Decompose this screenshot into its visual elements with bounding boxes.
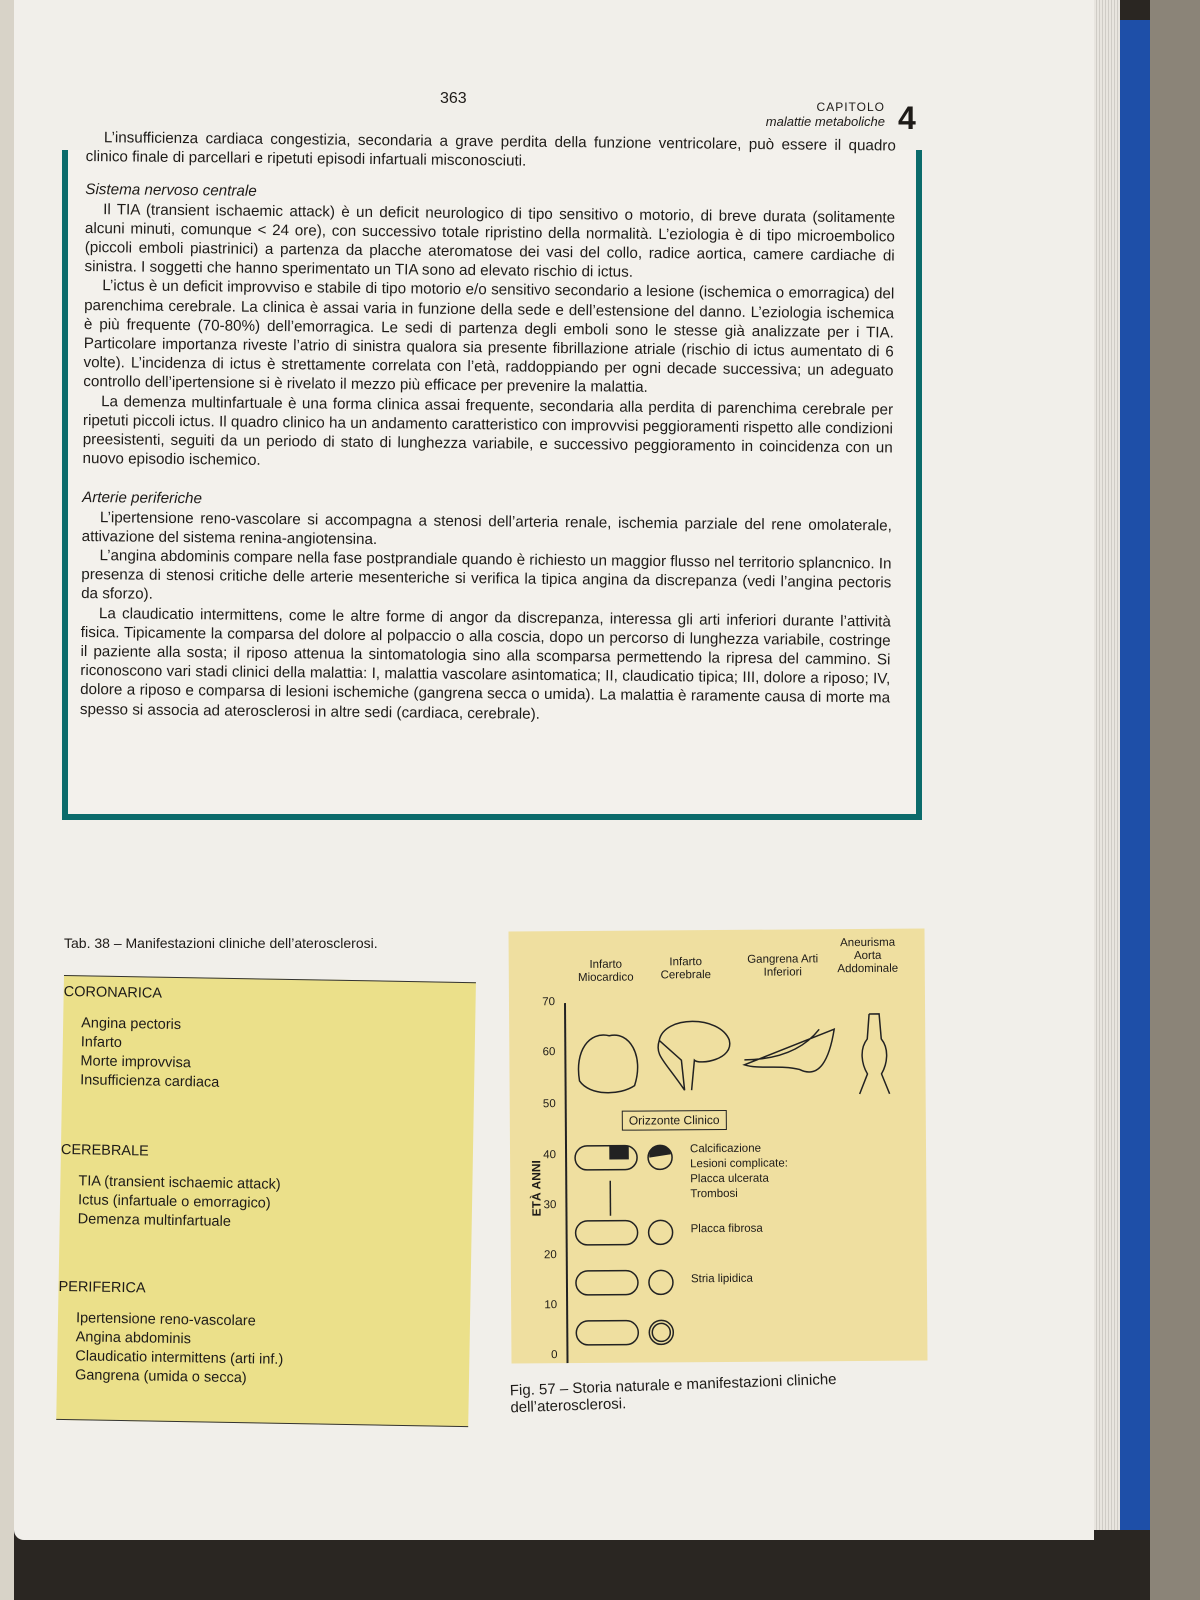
table-item: TIA (transient ischaemic attack) — [78, 1173, 281, 1193]
table-item: Gangrena (umida o secca) — [74, 1367, 247, 1387]
aorta-icon — [859, 1014, 890, 1094]
artery-fibrous-plaque-icon — [576, 1220, 673, 1245]
table-section — [62, 984, 476, 1097]
organ-illustrations — [569, 1009, 920, 1101]
atherosclerosis-figure — [508, 929, 927, 1364]
column-label: Gangrena Arti Inferiori — [747, 953, 819, 979]
foot-icon — [744, 1029, 834, 1072]
page-number: 363 — [440, 90, 467, 107]
page-stack-edge — [1094, 0, 1120, 1530]
stage-label: Stria lipidica — [690, 1272, 753, 1286]
chapter-header — [740, 100, 885, 129]
facing-page-edge — [0, 0, 14, 1600]
table-item: Ictus (infartuale o emorragico) — [77, 1192, 271, 1212]
column-label: Aneurisma Aorta Addominale — [837, 936, 899, 976]
paragraph: Il TIA (transient ischaemic attack) è un deficit neurologico di tipo sensitivo o motorio, di breve durata (solitamente alcuni minuti, comunque < 24 ore), con successivo totale ripristino della normalità. L’eziologia è di tipo microembolico (piccoli emboli piastrinici) a partenza da placche ateromatose dei vasi del collo, radice aortica, camere cardiache di sinistra. I soggetti che hanno sperimentato un TIA sono ad elevato rischio di ictus. — [84, 200, 896, 281]
table-item: Claudicatio intermittens (arti inf.) — [75, 1348, 284, 1368]
section-heading: Sistema nervoso centrale — [85, 181, 257, 201]
brain-icon — [658, 1021, 730, 1090]
y-tick: 10 — [544, 1299, 558, 1312]
table-item: Infarto — [80, 1034, 123, 1052]
artery-normal-icon — [576, 1320, 673, 1345]
column-label: Infarto Cerebrale — [660, 956, 712, 982]
y-axis-label: ETÀ ANNI — [529, 1160, 544, 1217]
paragraph: L’angina abdominis compare nella fase postprandiale quando è richiesto un maggior flusso nel territorio splancnico. In presenza di stenosi critiche delle arterie mesenteriche si verifica la tipica angina da discrepanza (vedi l’angina pectoris da sforzo). — [81, 547, 892, 604]
table-item: Insufficienza cardiaca — [80, 1072, 220, 1091]
boxed-text — [80, 128, 896, 727]
paragraph: L’ictus è un deficit improvviso e stabile di tipo motorio e/o sensitivo secondario a lesione (ischemica o emorragica) del parenchima cerebrale. La clinica è assai varia in funzione della sede e dell’estensione del danno. L’eziologia ischemica è più frequente (70-80%) dell’emorragica. Le sedi di partenza degli emboli sono le stesse già analizzate per i TIA. Particolare importanza riveste l’atrio di sinistra qualora sia presente fibrillazione atriale (rischio di ictus aumentato di 6 volte). L’incidenza di ictus è strettamente correlata con l’età, raddoppiando per ogni decade successiva; un adeguato controllo dell’ipertensione si è rivelato il mezzo più efficace per prevenire la malattia. — [83, 277, 895, 397]
clinical-horizon-label: Orizzonte Clinico — [622, 1110, 727, 1131]
y-tick: 30 — [543, 1199, 557, 1212]
paragraph: La claudicatio intermittens, come le altre forme di angor da discrepanza, interessa gli arti inferiori durante l’attività fisica. Tipicamente la comparsa del dolore al polpaccio o alla coscia, dopo un percorso di lunghezza variabile, costringe il paziente alla sosta; il riposo attenua la sintomatologia sino alla scomparsa permettendo la ripresa del cammino. Si riconoscono vari stadi clinici della malattia: I, malattia vascolare asintomatica; II, claudicatio tipica; III, dolore a riposo; IV, dolore a riposo e comparsa di lesioni ischemiche (gangrena secca o umida). La malattia è raramente causa di morte ma spesso si associa ad aterosclerosi in altre sedi (cardiaca, cerebrale). — [79, 604, 891, 723]
table-section — [60, 1142, 473, 1236]
column-label: Infarto Miocardico — [577, 958, 634, 984]
intro-paragraph: L’insufficienza cardiaca congestizia, secondaria a grave perdita della funzione ventricolare, può essere il quadro clinico finale di parcellari e ripetuti episodi infartuali misconosciuti. — [85, 129, 896, 170]
table-heading: CEREBRALE — [60, 1141, 149, 1160]
table-item: Morte improvvisa — [80, 1053, 192, 1072]
stage-label: Placca fibrosa — [690, 1222, 763, 1236]
section-heading: Arterie periferiche — [82, 489, 203, 508]
y-tick: 50 — [542, 1098, 556, 1111]
table-item: Angina pectoris — [81, 1015, 182, 1034]
table-heading: CORONARICA — [63, 983, 163, 1002]
background — [1150, 0, 1200, 1600]
book-cover-edge — [1120, 20, 1150, 1530]
paragraph: La demenza multinfartuale è una forma clinica assai frequente, secondaria alla perdita di parenchima cerebrale per ripetuti piccoli ictus. Il quadro clinico ha un andamento caratteristico con improvvisi peggioramenti rispetto alle condizioni preesistenti, seguiti da un periodo di stato di lunghezza variabile, e successivo peggioramento in coincidenza con un nuovo episodio ischemico. — [82, 392, 894, 470]
table-section — [57, 1279, 471, 1392]
stage-label: Calcificazione Lesioni complicate: Placca ulcerata Trombosi — [689, 1142, 788, 1201]
table-item: Ipertensione reno-vascolare — [75, 1310, 256, 1330]
figure-caption: Fig. 57 – Storia naturale e manifestazioni cliniche dell’aterosclerosi. — [509, 1370, 837, 1417]
paragraph: L’ipertensione reno-vascolare si accompagna a stenosi dell’arteria renale, ischemia parziale del rene omolaterale, attivazione del sistema renina-angiotensina. — [81, 508, 892, 548]
heart-icon — [578, 1035, 638, 1093]
y-tick: 0 — [551, 1349, 558, 1362]
y-axis — [564, 1003, 568, 1363]
chapter-number: 4 — [898, 100, 916, 136]
y-tick: 70 — [542, 996, 556, 1009]
chapter-label: CAPITOLO — [816, 100, 885, 114]
artery-lipid-streak-icon — [576, 1270, 673, 1295]
artery-calcified-icon — [575, 1145, 672, 1170]
chapter-subtitle: malattie metaboliche — [765, 114, 885, 129]
table-heading: PERIFERICA — [58, 1278, 146, 1297]
table-item: Demenza multinfartuale — [77, 1211, 231, 1230]
manifestations-table — [56, 975, 476, 1427]
y-tick: 40 — [543, 1149, 557, 1162]
table-caption: Tab. 38 – Manifestazioni cliniche dell’aterosclerosi. — [64, 935, 378, 951]
y-tick: 60 — [542, 1046, 556, 1059]
table-item: Angina abdominis — [75, 1329, 192, 1348]
artery-stages — [570, 1140, 681, 1351]
y-tick: 20 — [543, 1249, 557, 1262]
